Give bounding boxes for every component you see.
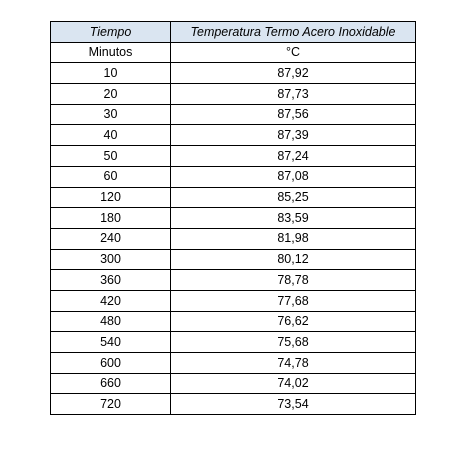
cell-temperature: 77,68	[171, 290, 416, 311]
cell-time: 60	[51, 166, 171, 187]
cell-time: 30	[51, 104, 171, 125]
table-row	[51, 311, 416, 332]
table-row	[51, 332, 416, 353]
table-row	[51, 63, 416, 84]
cell-time: 240	[51, 228, 171, 249]
table-row	[51, 228, 416, 249]
table-row	[51, 394, 416, 415]
temperature-table	[50, 21, 416, 415]
cell-temperature: 87,24	[171, 146, 416, 167]
table-row	[51, 270, 416, 291]
cell-time: 420	[51, 290, 171, 311]
cell-time: 180	[51, 208, 171, 229]
cell-temperature: 75,68	[171, 332, 416, 353]
cell-time: 660	[51, 373, 171, 394]
cell-temperature: 87,92	[171, 63, 416, 84]
table-units-row	[51, 42, 416, 63]
table-row	[51, 104, 416, 125]
header-time: Tiempo	[51, 22, 171, 43]
cell-time: 20	[51, 84, 171, 105]
header-temperature: Temperatura Termo Acero Inoxidable	[171, 22, 416, 43]
cell-time: 50	[51, 146, 171, 167]
unit-temperature: °C	[171, 42, 416, 63]
cell-temperature: 74,02	[171, 373, 416, 394]
table-header-row	[51, 22, 416, 43]
cell-time: 480	[51, 311, 171, 332]
table-row	[51, 166, 416, 187]
cell-temperature: 87,39	[171, 125, 416, 146]
cell-time: 120	[51, 187, 171, 208]
cell-temperature: 85,25	[171, 187, 416, 208]
cell-time: 600	[51, 353, 171, 374]
cell-temperature: 81,98	[171, 228, 416, 249]
cell-time: 10	[51, 63, 171, 84]
table-body	[51, 63, 416, 415]
cell-time: 300	[51, 249, 171, 270]
table-row	[51, 84, 416, 105]
table-row	[51, 353, 416, 374]
cell-temperature: 78,78	[171, 270, 416, 291]
table-row	[51, 146, 416, 167]
table-row	[51, 373, 416, 394]
table-row	[51, 187, 416, 208]
cell-time: 720	[51, 394, 171, 415]
cell-time: 360	[51, 270, 171, 291]
cell-temperature: 87,08	[171, 166, 416, 187]
table-row	[51, 249, 416, 270]
unit-time: Minutos	[51, 42, 171, 63]
cell-temperature: 87,73	[171, 84, 416, 105]
table-row	[51, 125, 416, 146]
cell-time: 540	[51, 332, 171, 353]
cell-temperature: 74,78	[171, 353, 416, 374]
cell-temperature: 76,62	[171, 311, 416, 332]
cell-temperature: 87,56	[171, 104, 416, 125]
table-row	[51, 208, 416, 229]
table-row	[51, 290, 416, 311]
cell-temperature: 80,12	[171, 249, 416, 270]
cell-time: 40	[51, 125, 171, 146]
cell-temperature: 73,54	[171, 394, 416, 415]
cell-temperature: 83,59	[171, 208, 416, 229]
